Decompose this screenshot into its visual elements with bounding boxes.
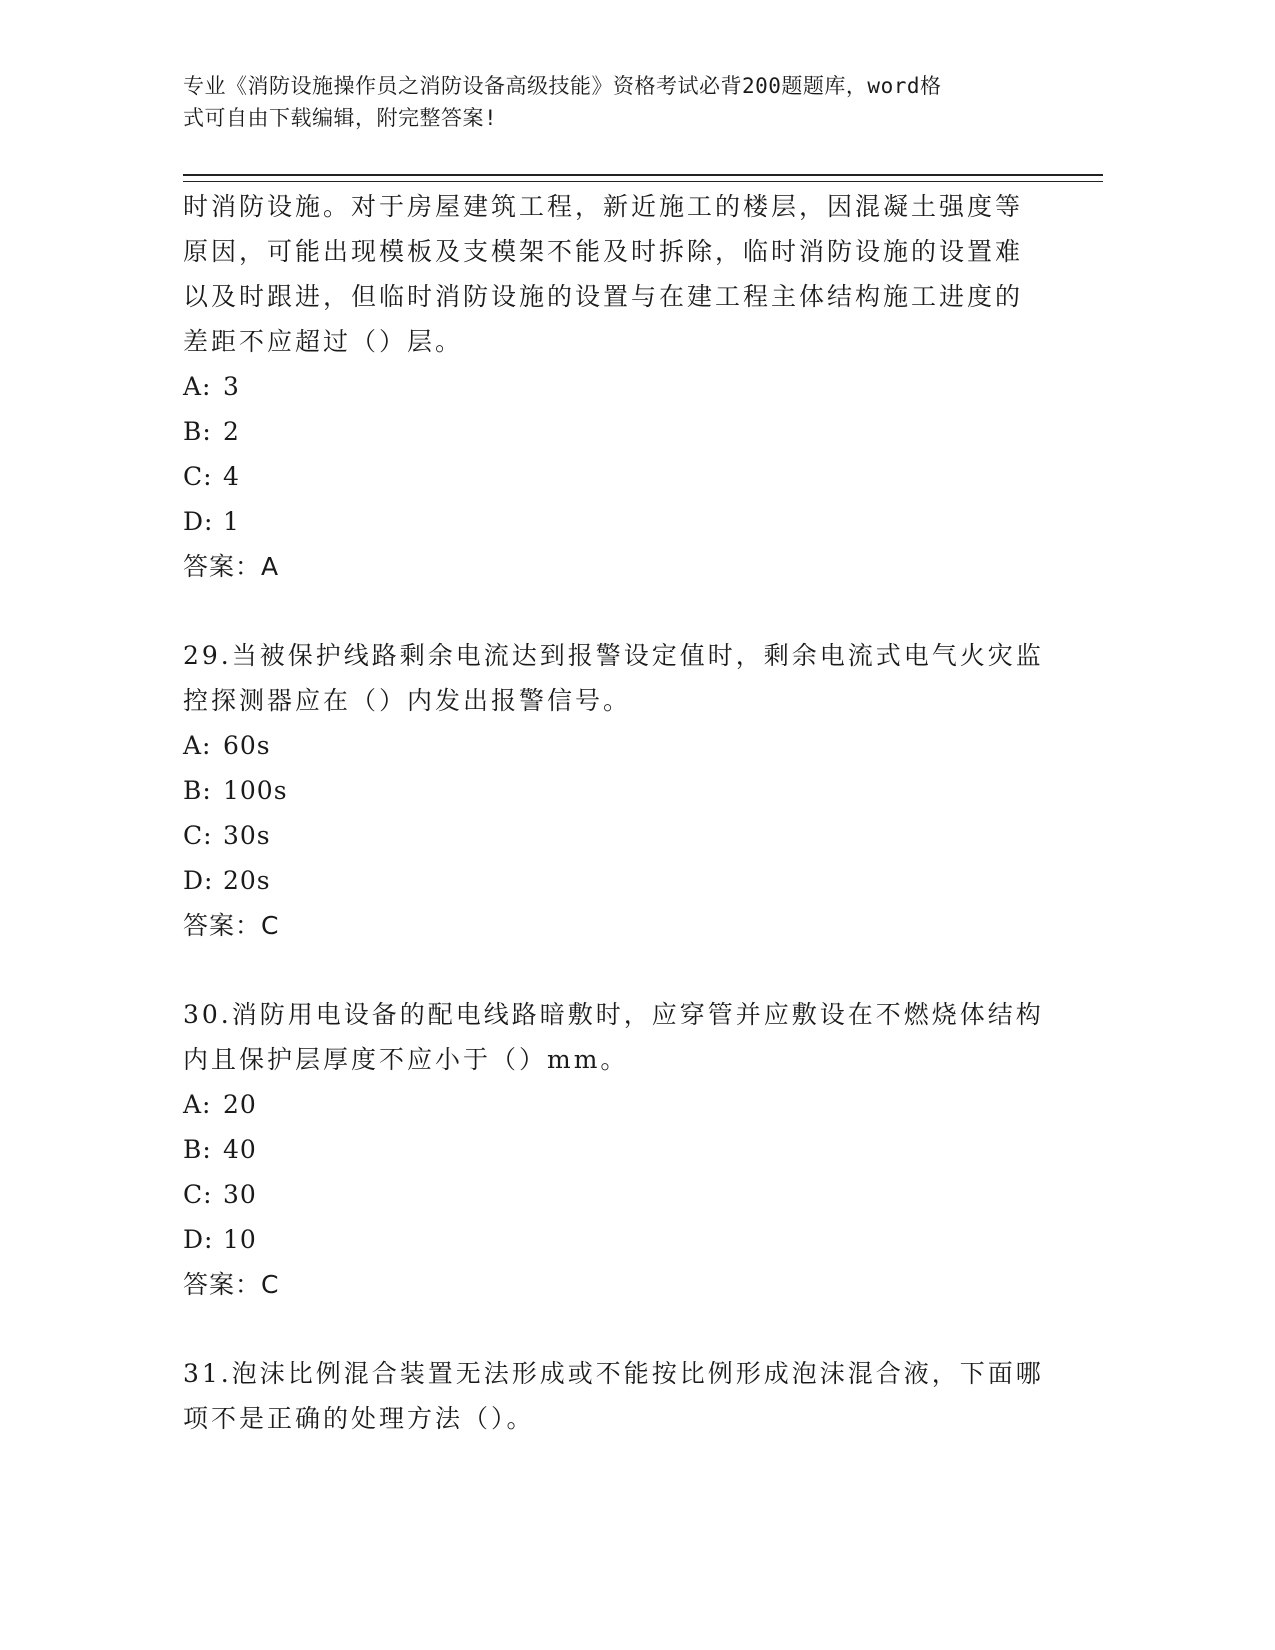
document-body [183, 184, 1063, 1441]
question-30 [183, 992, 1063, 1307]
option-text: 3 [223, 372, 240, 401]
header-divider-thick [183, 174, 1103, 176]
option-text: 1 [223, 507, 240, 536]
option-letter: D: [183, 1225, 214, 1254]
question-text-line: 内且保护层厚度不应小于（）mm。 [183, 1045, 629, 1074]
question-continuation [183, 184, 1063, 589]
option-text: 20s [223, 866, 271, 895]
option-b [183, 768, 1063, 813]
question-text-line: 29.当被保护线路剩余电流达到报警设定值时，剩余电流式电气火灾监 [183, 641, 1044, 670]
option-letter: B: [183, 417, 212, 446]
option-text: 30 [223, 1180, 257, 1209]
answer-line: 答案：C [183, 1270, 280, 1299]
option-letter: C: [183, 821, 213, 850]
question-text-line: 控探测器应在（）内发出报警信号。 [183, 686, 632, 715]
option-text: 20 [223, 1090, 257, 1119]
option-c [183, 813, 1063, 858]
option-d [183, 1217, 1063, 1262]
option-letter: C: [183, 462, 213, 491]
option-c [183, 454, 1063, 499]
option-letter: B: [183, 1135, 212, 1164]
question-text-line: 30.消防用电设备的配电线路暗敷时，应穿管并应敷设在不燃烧体结构 [183, 1000, 1044, 1029]
question-text-line: 以及时跟进，但临时消防设施的设置与在建工程主体结构施工进度的 [183, 282, 1024, 311]
option-b [183, 1127, 1063, 1172]
option-a [183, 723, 1063, 768]
header-line-1: 专业《消防设施操作员之消防设备高级技能》资格考试必背200题题库，word格 [183, 74, 942, 98]
option-letter: A: [183, 372, 212, 401]
spacer [183, 1307, 1063, 1351]
option-a [183, 1082, 1063, 1127]
option-letter: B: [183, 776, 212, 805]
option-text: 4 [223, 462, 240, 491]
question-text-line: 31.泡沫比例混合装置无法形成或不能按比例形成泡沫混合液，下面哪 [183, 1359, 1044, 1388]
question-text-line: 原因，可能出现模板及支模架不能及时拆除，临时消防设施的设置难 [183, 237, 1024, 266]
question-text-line: 时消防设施。对于房屋建筑工程，新近施工的楼层，因混凝土强度等 [183, 192, 1024, 221]
answer-line: 答案：A [183, 552, 280, 581]
option-text: 60s [223, 731, 271, 760]
question-text-line: 差距不应超过（）层。 [183, 327, 464, 356]
option-text: 10 [223, 1225, 257, 1254]
question-31 [183, 1351, 1063, 1441]
option-letter: A: [183, 1090, 212, 1119]
option-letter: D: [183, 507, 214, 536]
option-letter: A: [183, 731, 212, 760]
option-text: 100s [223, 776, 288, 805]
option-b [183, 409, 1063, 454]
option-text: 30s [223, 821, 271, 850]
header-line-2: 式可自由下载编辑，附完整答案! [183, 106, 498, 130]
question-29 [183, 633, 1063, 948]
header-divider-thin [183, 181, 1103, 182]
spacer [183, 948, 1063, 992]
option-d [183, 858, 1063, 903]
option-text: 2 [223, 417, 240, 446]
option-c [183, 1172, 1063, 1217]
spacer [183, 589, 1063, 633]
option-a [183, 364, 1063, 409]
option-d [183, 499, 1063, 544]
option-text: 40 [223, 1135, 257, 1164]
document-header [183, 70, 1063, 134]
question-text-line: 项不是正确的处理方法（）。 [183, 1404, 535, 1433]
option-letter: D: [183, 866, 214, 895]
answer-line: 答案：C [183, 911, 280, 940]
option-letter: C: [183, 1180, 213, 1209]
